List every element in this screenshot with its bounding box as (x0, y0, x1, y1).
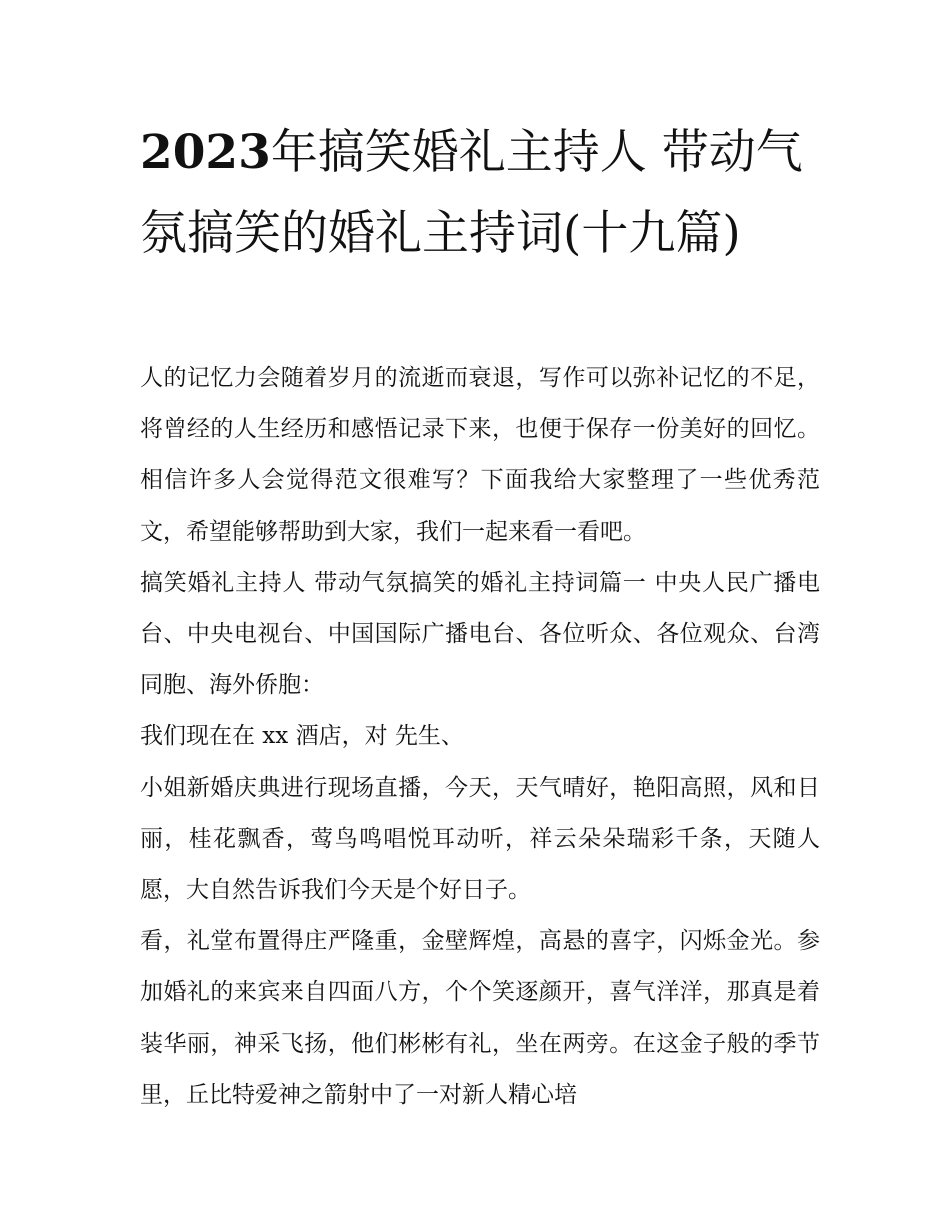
document-title (140, 112, 820, 274)
paragraph-opening: 搞笑婚礼主持人 带动气氛搞笑的婚礼主持词篇一 中央人民广播电台、中央电视台、中国国际广播电台、各位听众、各位观众、台湾同胞、海外侨胞： (140, 569, 820, 699)
paragraph-intro: 人的记忆力会随着岁月的流逝而衰退，写作可以弥补记忆的不足，将曾经的人生经历和感悟记录下来，也便于保存一份美好的回忆。相信许多人会觉得范文很难写？下面我给大家整理了一些优秀范文，希望能够帮助到大家，我们一起来看一看吧。 (140, 365, 820, 545)
title-year: 2023 (140, 125, 271, 180)
paragraph-weather: 小姐新婚庆典进行现场直播，今天，天气晴好，艳阳高照，风和日丽，桂花飘香，莺鸟鸣唱悦耳动听，祥云朵朵瑞彩千条，天随人愿，大自然告诉我们今天是个好日子。 (140, 774, 820, 904)
paragraph-hall: 看，礼堂布置得庄严隆重，金壁辉煌，高悬的喜字，闪烁金光。参加婚礼的来宾来自四面八方，个个笑逐颜开，喜气洋洋，那真是着装华丽，神采飞扬，他们彬彬有礼，坐在两旁。在这金子般的季节里，丘比特爱神之箭射中了一对新人精心培 (140, 928, 820, 1108)
title-text: 年搞笑婚礼主持人 带动气氛搞笑的婚礼主持词(十九篇) (140, 125, 803, 261)
document-body (140, 353, 820, 1121)
paragraph-location: 我们现在在 xx 酒店，对 先生、 (140, 723, 464, 750)
